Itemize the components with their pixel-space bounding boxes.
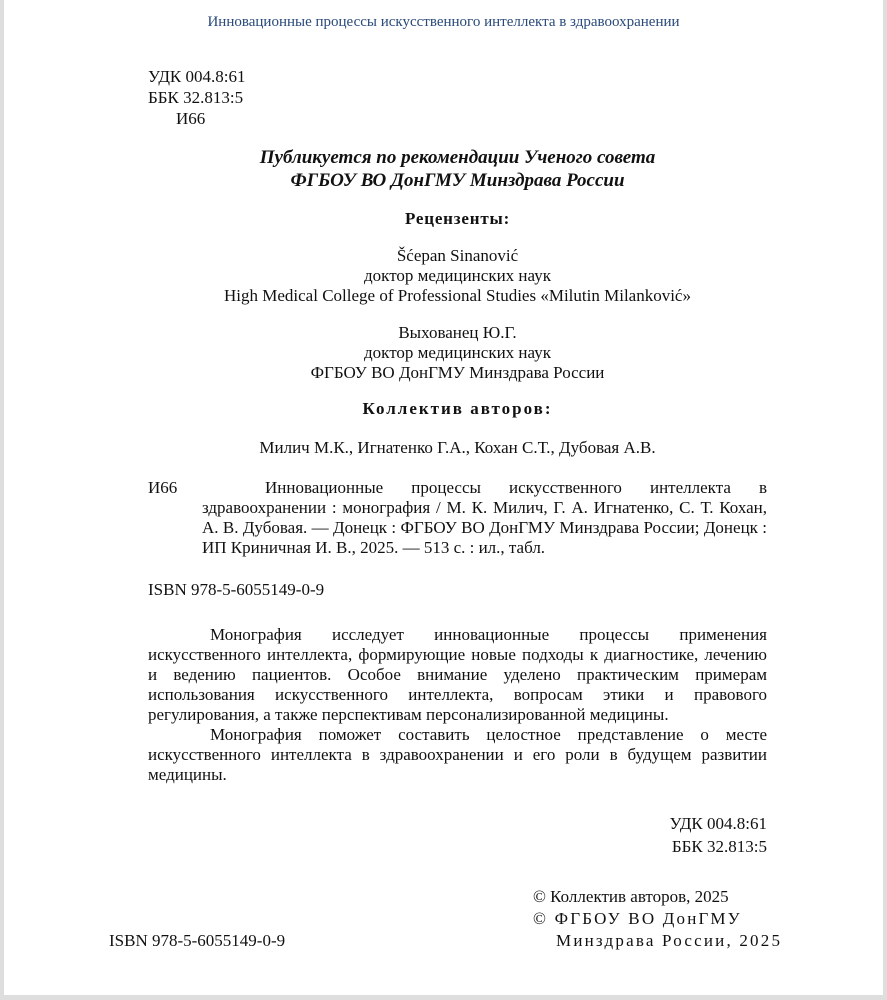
footer-udk-code: УДК 004.8:61 [669,814,767,833]
classification-block [148,66,767,129]
reviewer-1-degree: доктор медицинских наук [364,266,551,285]
footer-classification [148,812,767,858]
isbn-bottom: ISBN 978-5-6055149-0-9 [109,931,286,950]
catalog-author-sign: И66 [148,478,178,497]
reviewer-2 [148,323,767,383]
running-header: Инновационные процессы искусственного интеллекта в здравоохранении [207,14,680,30]
annotation-paragraph-2: Монография поможет составить целостное представление о месте искусственного интеллекта в здравоохранении и его роли в будущем развитии медицины. [148,725,767,784]
reviewer-1 [148,246,767,306]
copyright-authors: © Коллектив авторов, 2025 [533,887,729,906]
catalog-entry-text: Инновационные процессы искусственного интеллекта в здравоохранении : монография / М. К. Милич, Г. А. Игнатенко, С. Т. Кохан, А. В. Дубовая. — Донецк : ФГБОУ ВО ДонГМУ Минздрава России; Донецк : ИП Криничная И. В., 2025. — 513 с. : ил., табл. [202,478,767,557]
page-content [109,66,783,952]
document-page [4,0,883,995]
reviewer-1-name: Šćepan Sinanović [396,246,519,265]
footer-bbk-code: ББК 32.813:5 [671,837,767,856]
recommendation-note [148,146,767,192]
copyright-publisher-continued: Минздрава России, 2025 [556,931,783,950]
catalog-entry [148,478,767,558]
authors-list: Милич М.К., Игнатенко Г.А., Кохан С.Т., Дубовая А.В. [259,438,656,457]
isbn-top: ISBN 978-5-6055149-0-9 [148,580,325,599]
reviewer-2-degree: доктор медицинских наук [364,343,551,362]
recommendation-line-2: ФГБОУ ВО ДонГМУ Минздрава России [290,170,625,191]
reviewers-heading: Рецензенты: [404,209,511,228]
author-sign: И66 [176,109,206,128]
reviewer-1-affiliation: High Medical College of Professional Studies «Milutin Milanković» [224,286,691,305]
recommendation-line-1: Публикуется по рекомендации Ученого совета [259,147,656,168]
reviewer-2-name: Выхованец Ю.Г. [398,323,517,342]
udk-code: УДК 004.8:61 [148,67,246,86]
annotation [148,625,767,785]
authors-heading: Коллектив авторов: [362,399,553,418]
copyright-publisher: © ФГБОУ ВО ДонГМУ [533,909,742,928]
bbk-code: ББК 32.813:5 [148,88,244,107]
copyright-block [533,886,782,952]
footer-row [109,886,783,952]
reviewer-2-affiliation: ФГБОУ ВО ДонГМУ Минздрава России [310,363,605,382]
annotation-paragraph-1: Монография исследует инновационные процессы применения искусственного интеллекта, формирующие новые подходы к диагностике, лечению и ведению пациентов. Особое внимание уделено практическим примерам использования искусственного интеллекта, вопросам этики и правового регулирования, а также перспективам персонализированной медицины. [148,625,767,724]
